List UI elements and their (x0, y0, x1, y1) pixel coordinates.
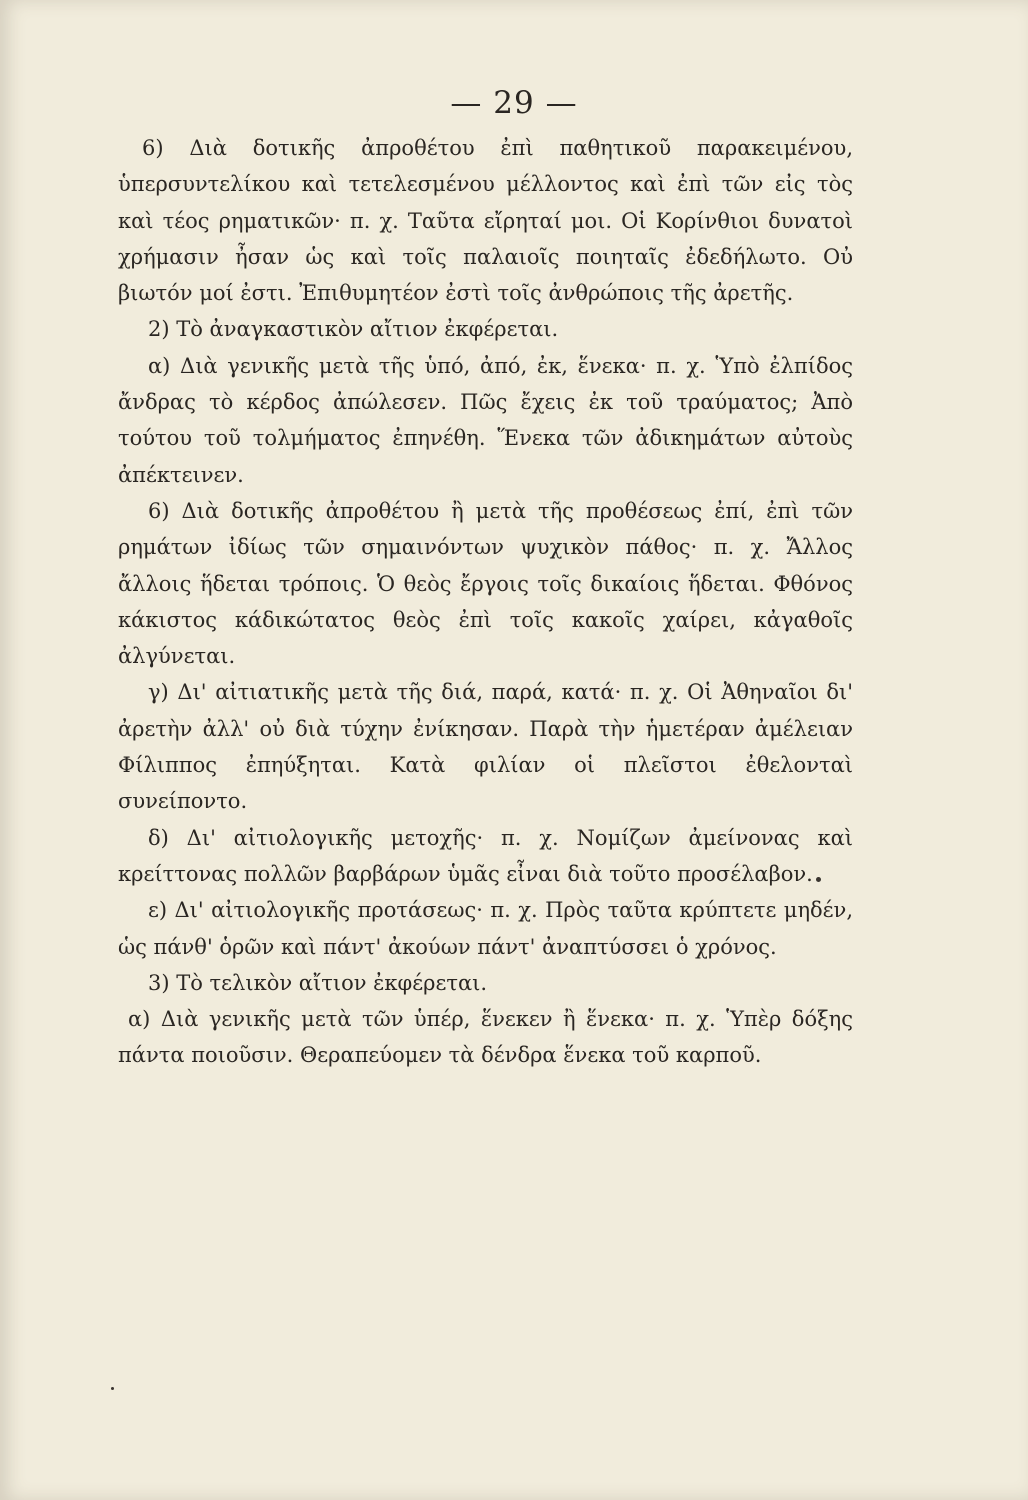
paragraph-final-cause-heading: 3) Τὸ τελικὸν αἴτιον ἐκφέρεται. (148, 970, 488, 995)
ink-speck (816, 877, 821, 882)
paragraph-dative-perfect-passive: 6) Διὰ δοτικῆς ἀπροθέτου ἐπὶ παθητικοῦ παρακειμένου, ὑπερσυντελίκου καὶ τετελεσμένου μέλλοντος καὶ ἐπὶ τῶν εἰς τὸς καὶ τέος ρηματικῶν· π. χ. Ταῦτα εἴρηταί μοι. Οἱ Κορίνθιοι δυνατοὶ χρήμασιν ἦσαν ὡς καὶ τοῖς παλαιοῖς ποιηταῖς ἐδεδήλωτο. Οὐ βιωτόν μοί ἐστι. Ἐπιθυμητέον ἐστὶ τοῖς ἀνθρώποις τῆς ἀρετῆς. (118, 136, 853, 306)
ink-speck (111, 1387, 114, 1390)
paragraph-genitive-prepositions: α) Διὰ γενικῆς μετὰ τῆς ὑπό, ἀπό, ἐκ, ἕνεκα· π. χ. Ὑπὸ ἐλπίδος ἄνδρας τὸ κέρδος ἀπώλεσεν. Πῶς ἔχεις ἐκ τοῦ τραύματος; Ἀπὸ τούτου τοῦ τολμήματος ἐπηνέθη. Ἕνεκα τῶν ἀδικημάτων αὐτοὺς ἀπέκτεινεν. (118, 353, 853, 487)
page-number: — 29 — (450, 85, 578, 121)
paragraph-causal-participle: δ) Δι' αἰτιολογικῆς μετοχῆς· π. χ. Νομίζων ἀμείνονας καὶ κρείττονας πολλῶν βαρβάρων ὑμᾶς εἶναι διὰ τοῦτο προσέλαβον. (118, 825, 853, 886)
paragraph-genitive-final: α) Διὰ γενικῆς μετὰ τῶν ὑπέρ, ἕνεκεν ἢ ἕνεκα· π. χ. Ὑπὲρ δόξης πάντα ποιοῦσιν. Θεραπεύομεν τὰ δένδρα ἕνεκα τοῦ καρποῦ. (118, 1007, 853, 1068)
paragraph-causal-clause: ε) Δι' αἰτιολογικῆς προτάσεως· π. χ. Πρὸς ταῦτα κρύπτετε μηδέν, ὡς πάνθ' ὁρῶν καὶ πάντ' ἀκούων πάντ' ἀναπτύσσει ὁ χρόνος. (118, 898, 853, 959)
paragraph-cause-compelling-heading: 2) Τὸ ἀναγκαστικὸν αἴτιον ἐκφέρεται. (148, 317, 559, 342)
paragraph-accusative-prepositions: γ) Δι' αἰτιατικῆς μετὰ τῆς διά, παρά, κατά· π. χ. Οἱ Ἀθηναῖοι δι' ἀρετὴν ἀλλ' οὐ διὰ τύχην ἐνίκησαν. Παρὰ τὴν ἡμετέραν ἀμέλειαν Φίλιππος ἐπηύξηται. Κατὰ φιλίαν οἱ πλεῖστοι ἐθελονταὶ συνείποντο. (118, 680, 853, 814)
page-body-text (118, 130, 853, 1074)
paragraph-dative-emotion: 6) Διὰ δοτικῆς ἀπροθέτου ἢ μετὰ τῆς προθέσεως ἐπί, ἐπὶ τῶν ρημάτων ἰδίως τῶν σημαινόντων ψυχικὸν πάθος· π. χ. Ἄλλος ἄλλοις ἥδεται τρόποις. Ὁ θεὸς ἔργοις τοῖς δικαίοις ἥδεται. Φθόνος κάκιστος κάδικώτατος θεὸς ἐπὶ τοῖς κακοῖς χαίρει, κἀγαθοῖς ἀλγύνεται. (118, 498, 853, 669)
